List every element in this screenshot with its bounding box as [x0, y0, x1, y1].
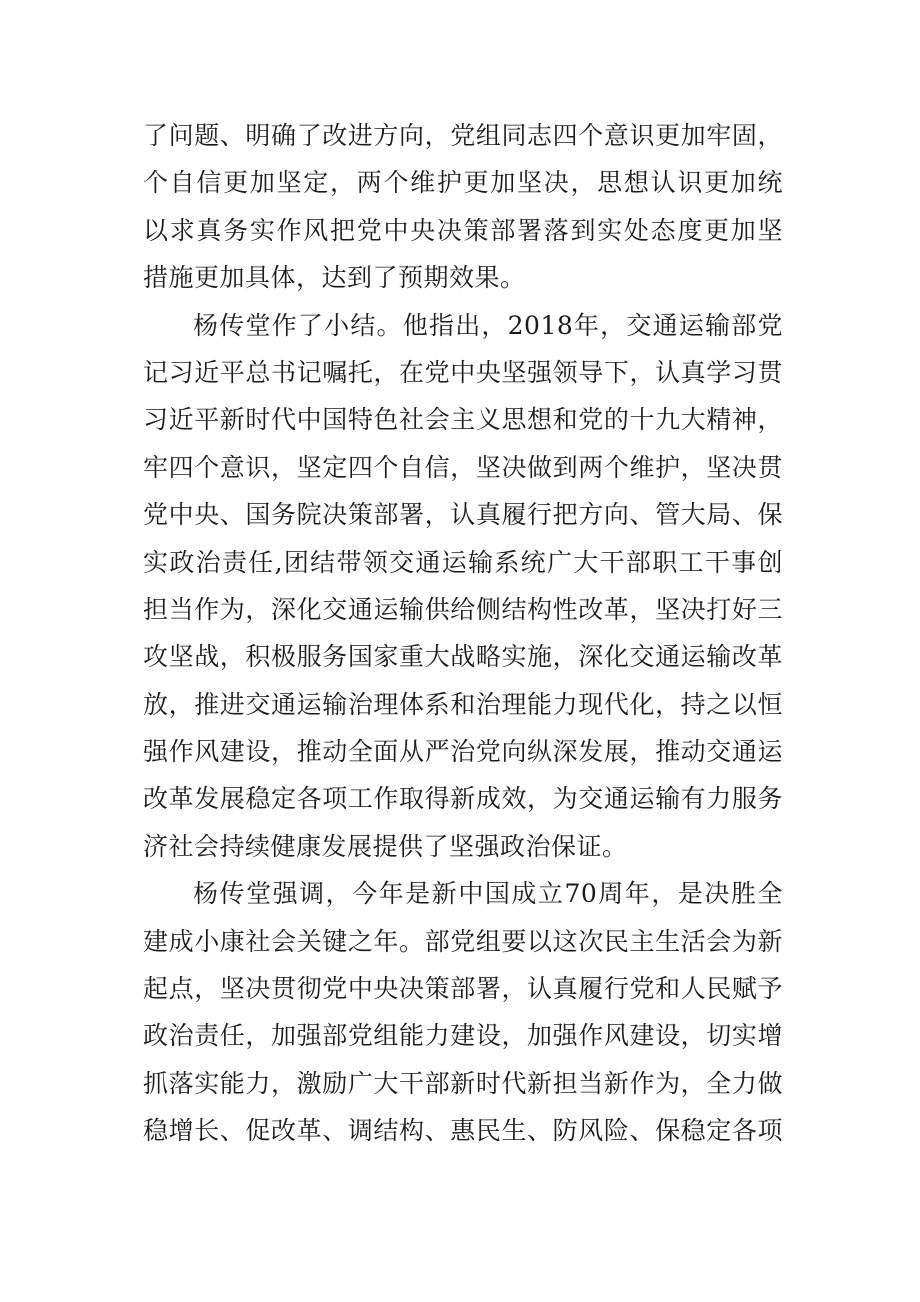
text-line: 建成小康社会关键之年。部党组要以这次民主生活会为新	[143, 926, 783, 956]
text-line: 强作风建设，推动全面从严治党向纵深发展，推动交通运	[143, 737, 783, 767]
text-line: 攻坚战，积极服务国家重大战略实施，深化交通运输改革	[143, 642, 783, 672]
text-line: 牢四个意识，坚定四个自信，坚决做到两个维护，坚决贯	[143, 452, 783, 482]
text-line: 放，推进交通运输治理体系和治理能力现代化，持之以恒	[143, 689, 783, 719]
text-line: 担当作为，深化交通运输供给侧结构性改革，坚决打好三	[143, 594, 783, 624]
text-line: 个自信更加坚定，两个维护更加坚决，思想认识更加统	[143, 168, 783, 198]
document-body	[143, 112, 783, 1155]
text-line: 了问题、明确了改进方向，党组同志四个意识更加牢固，	[143, 121, 783, 150]
text-line: 政治责任，加强部党组能力建设，加强作风建设，切实增	[143, 1021, 783, 1051]
text-line: 习近平新时代中国特色社会主义思想和党的十九大精神，	[143, 405, 783, 435]
text-line: 实政治责任,团结带领交通运输系统广大干部职工干事创	[143, 547, 783, 577]
paragraph-first-line: 杨传堂强调，今年是新中国成立70周年，是决胜全	[193, 879, 783, 909]
text-line: 抓落实能力，激励广大干部新时代新担当新作为，全力做	[143, 1068, 783, 1098]
text-line: 以求真务实作风把党中央决策部署落到实处态度更加坚	[143, 215, 783, 245]
text-line: 济社会持续健康发展提供了坚强政治保证。	[143, 831, 628, 861]
text-line: 措施更加具体，达到了预期效果。	[143, 263, 526, 293]
text-line: 稳增长、促改革、调结构、惠民生、防风险、保稳定各项	[143, 1116, 783, 1146]
text-line: 党中央、国务院决策部署，认真履行把方向、管大局、保	[143, 500, 783, 530]
text-line: 起点，坚决贯彻党中央决策部署，认真履行党和人民赋予	[143, 974, 783, 1004]
text-line: 记习近平总书记嘱托，在党中央坚强领导下，认真学习贯	[143, 357, 783, 387]
text-line: 改革发展稳定各项工作取得新成效，为交通运输有力服务	[143, 784, 783, 814]
paragraph-first-line: 杨传堂作了小结。他指出，2018年，交通运输部党	[193, 310, 783, 340]
